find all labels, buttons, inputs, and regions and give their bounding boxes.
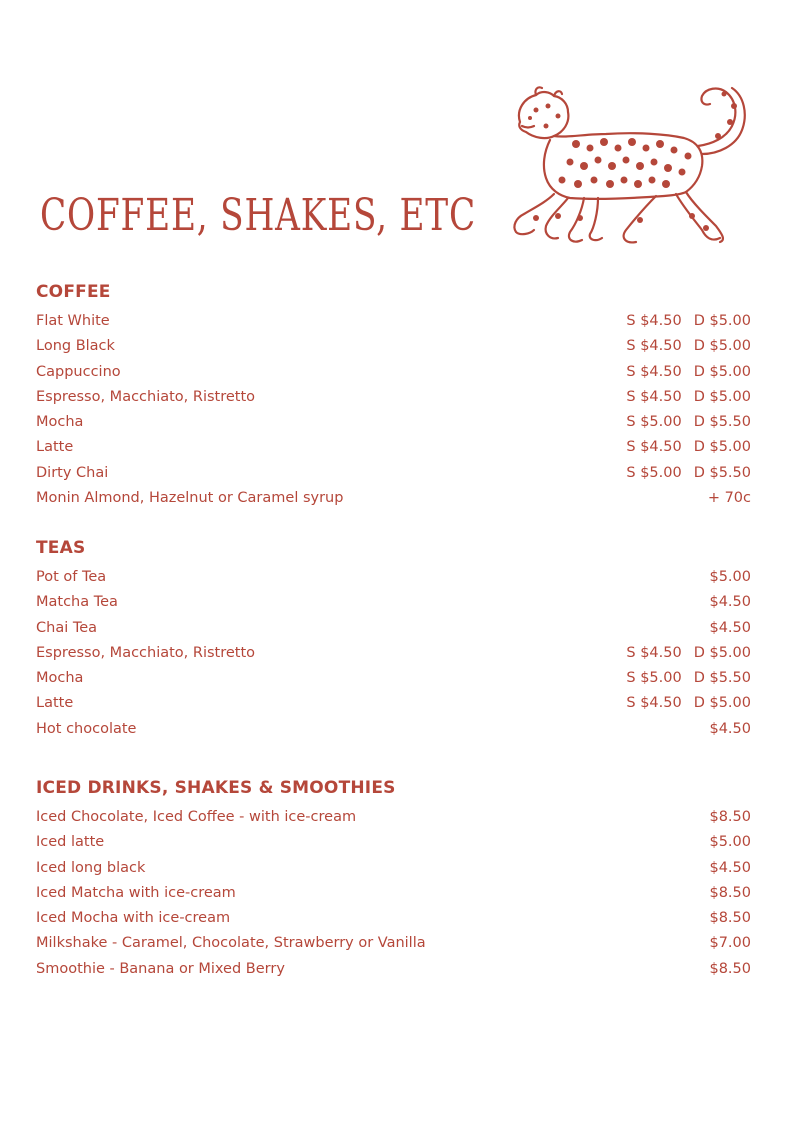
single-price: S $5.00 — [626, 414, 682, 431]
menu-item — [36, 590, 751, 615]
menu-item — [36, 906, 751, 931]
item-name: Dirty Chai — [36, 464, 109, 481]
double-price: D $5.50 — [693, 414, 751, 431]
menu-item — [36, 616, 751, 641]
item-price: $7.00 — [709, 935, 751, 952]
single-price: S $5.00 — [626, 670, 682, 687]
item-name: Latte — [36, 439, 74, 456]
menu-item — [36, 385, 751, 410]
single-price: S $4.50 — [626, 644, 682, 661]
menu-item — [36, 666, 751, 691]
item-price — [626, 385, 751, 410]
section-heading: ICED DRINKS, SHAKES & SMOOTHIES — [36, 778, 396, 798]
item-name: Flat White — [36, 313, 110, 329]
double-price: D $5.00 — [693, 695, 751, 712]
section-coffee — [36, 281, 751, 511]
double-price: D $5.00 — [693, 313, 751, 329]
menu-item — [36, 881, 751, 906]
item-price: $4.50 — [709, 720, 751, 737]
item-price: $5.00 — [709, 834, 751, 851]
single-price: S $4.50 — [626, 695, 682, 712]
item-price — [626, 666, 751, 691]
menu-item — [36, 957, 751, 982]
item-price: $4.50 — [709, 619, 751, 636]
item-price — [626, 641, 751, 666]
section-iced-drinks — [36, 777, 751, 982]
item-name: Iced latte — [36, 834, 105, 851]
double-price: D $5.00 — [693, 338, 751, 355]
item-price: + 70c — [707, 490, 751, 507]
item-name: Hot chocolate — [36, 720, 137, 737]
menu-item — [36, 334, 751, 359]
section-heading: COFFEE — [36, 282, 111, 302]
item-name: Latte — [36, 695, 74, 712]
double-price: D $5.50 — [693, 670, 751, 687]
item-price — [626, 435, 751, 460]
item-price — [626, 309, 751, 334]
item-price: $5.00 — [709, 569, 751, 585]
single-price: S $4.50 — [626, 439, 682, 456]
item-price: $8.50 — [709, 884, 751, 901]
single-price: S $5.00 — [626, 464, 682, 481]
item-name: Mocha — [36, 670, 84, 687]
menu-item — [36, 435, 751, 460]
item-price — [626, 334, 751, 359]
menu-item — [36, 309, 751, 334]
item-price: $4.50 — [709, 859, 751, 876]
menu-item — [36, 717, 751, 742]
item-price — [626, 461, 751, 486]
item-price: $8.50 — [709, 910, 751, 927]
menu-item — [36, 931, 751, 956]
double-price: D $5.00 — [693, 644, 751, 661]
item-name: Long Black — [36, 338, 115, 355]
menu-item — [36, 830, 751, 855]
menu-item — [36, 565, 751, 590]
item-name: Iced long black — [36, 859, 146, 876]
item-name: Espresso, Macchiato, Ristretto — [36, 644, 256, 661]
item-name: Iced Chocolate, Iced Coffee - with ice-cream — [36, 809, 357, 825]
item-name: Iced Mocha with ice-cream — [36, 910, 231, 927]
menu-item — [36, 691, 751, 716]
single-price: S $4.50 — [626, 313, 682, 329]
leopard-logo — [506, 82, 750, 250]
item-price: $8.50 — [709, 960, 751, 977]
single-price: S $4.50 — [626, 388, 682, 405]
menu-item — [36, 641, 751, 666]
single-price: S $4.50 — [626, 338, 682, 355]
menu-item — [36, 856, 751, 881]
item-name: Matcha Tea — [36, 594, 118, 611]
double-price: D $5.00 — [693, 439, 751, 456]
section-teas — [36, 537, 751, 742]
item-name: Pot of Tea — [36, 569, 107, 585]
section-heading: TEAS — [36, 538, 86, 558]
double-price: D $5.00 — [693, 388, 751, 405]
double-price: D $5.50 — [693, 464, 751, 481]
item-name: Monin Almond, Hazelnut or Caramel syrup — [36, 490, 344, 507]
item-name: Cappuccino — [36, 363, 121, 380]
item-price: $8.50 — [709, 809, 751, 825]
menu-item — [36, 805, 751, 830]
item-price — [626, 410, 751, 435]
menu-item — [36, 360, 751, 385]
item-price — [626, 360, 751, 385]
menu-item — [36, 410, 751, 435]
item-price: $4.50 — [709, 594, 751, 611]
item-name: Smoothie - Banana or Mixed Berry — [36, 960, 285, 977]
page-title: COFFEE, SHAKES, ETC — [40, 190, 476, 241]
item-name: Chai Tea — [36, 619, 98, 636]
item-name: Iced Matcha with ice-cream — [36, 884, 236, 901]
menu-item — [36, 486, 751, 511]
item-name: Espresso, Macchiato, Ristretto — [36, 388, 256, 405]
item-name: Milkshake - Caramel, Chocolate, Strawberry or Vanilla — [36, 935, 426, 952]
item-name: Mocha — [36, 414, 84, 431]
double-price: D $5.00 — [693, 363, 751, 380]
item-price — [626, 691, 751, 716]
single-price: S $4.50 — [626, 363, 682, 380]
menu-item — [36, 461, 751, 486]
